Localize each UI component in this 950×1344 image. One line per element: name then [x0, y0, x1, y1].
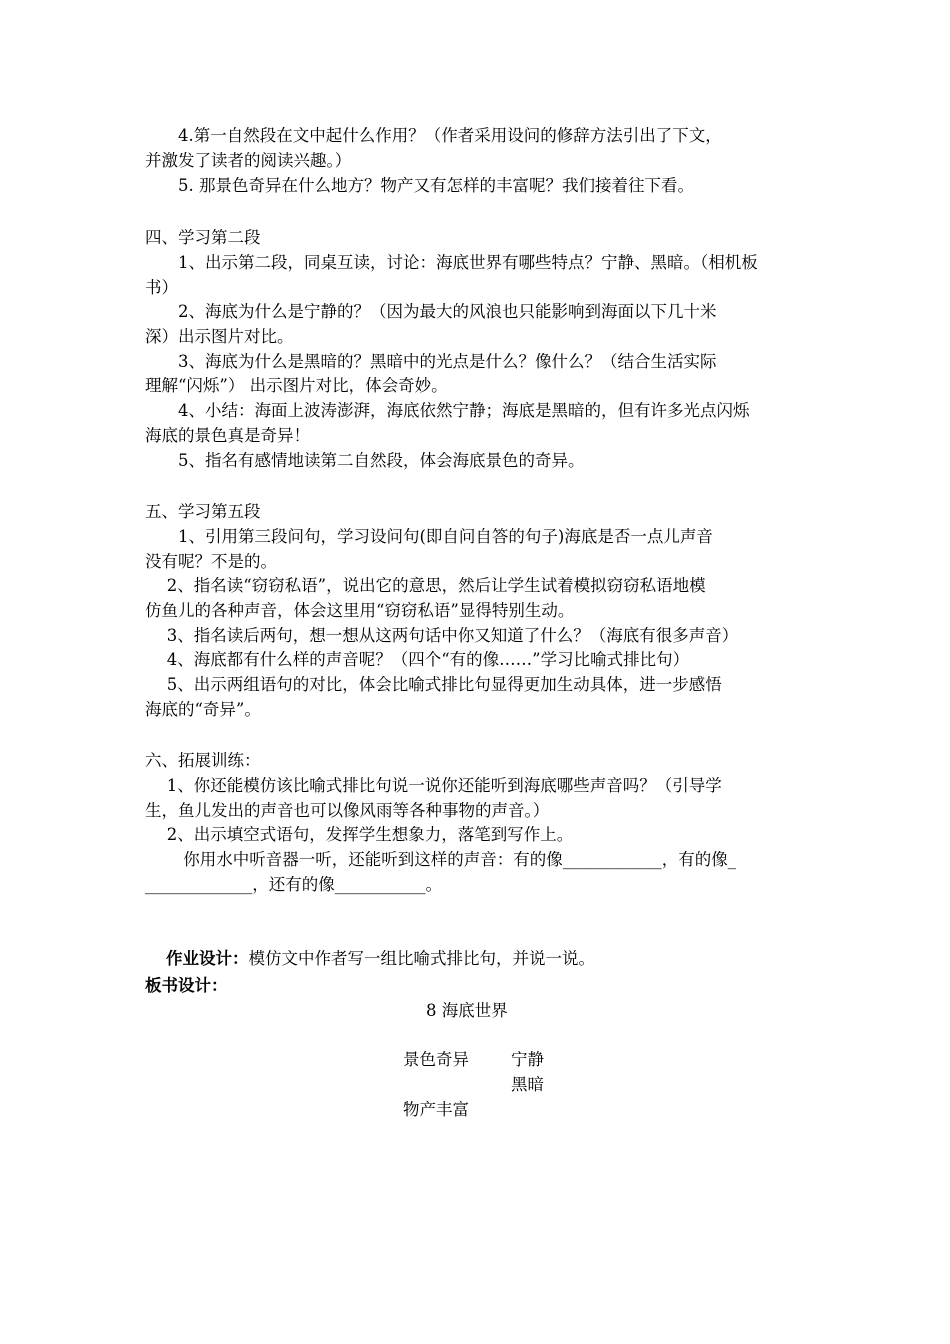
text-line: 生，鱼儿发出的声音也可以像风雨等各种事物的声音。）	[145, 801, 550, 820]
text-line: 2、出示填空式语句，发挥学生想象力，落笔到写作上。	[145, 825, 574, 844]
text-line: 海底的“奇异”。	[145, 700, 261, 719]
homework-label: 作业设计：	[165, 949, 249, 968]
text-line: 1、引用第三段问句，学习设问句(即自问自答的句子)海底是否一点儿声音	[145, 527, 713, 546]
text-line: 并激发了读者的阅读兴趣。）	[145, 151, 352, 170]
text-line: 海底的景色真是奇异！	[145, 426, 310, 445]
text-line: 5、指名有感情地读第二自然段，体会海底景色的奇异。	[145, 451, 585, 470]
text-line: 4、小结：海面上波涛澎湃，海底依然宁静；海底是黑暗的，但有许多光点闪烁	[145, 401, 750, 420]
text-line: 书）	[145, 278, 178, 297]
text-line: 5. 那景色奇异在什么地方？物产又有怎样的丰富呢？我们接着往下看。	[145, 176, 694, 195]
section-heading: 五、学习第五段	[145, 502, 261, 521]
text-line: 理解“闪烁”） 出示图片对比，体会奇妙。	[145, 376, 448, 395]
text-line: 3、海底为什么是黑暗的？黑暗中的光点是什么？像什么？（结合生活实际	[145, 352, 717, 371]
text-line: 1、你还能模仿该比喻式排比句说一说你还能听到海底哪些声音吗？（引导学	[145, 776, 722, 795]
text-line: 2、海底为什么是宁静的？（因为最大的风浪也只能影响到海面以下几十米	[145, 302, 717, 321]
text-line: 深）出示图片对比。	[145, 327, 294, 346]
text-line: 你用水中听音器一听，还能听到这样的声音：有的像____________，有的像_	[145, 850, 736, 869]
text-line: 仿鱼儿的各种声音，体会这里用“窃窃私语”显得特别生动。	[145, 601, 575, 620]
board-item-quiet: 宁静	[511, 1050, 544, 1069]
homework-line	[145, 923, 595, 968]
board-label: 板书设计：	[145, 976, 228, 995]
board-item-products: 物产丰富	[403, 1100, 469, 1119]
text-line: 2、指名读“窃窃私语”，说出它的意思，然后让学生试着模拟窃窃私语地模	[145, 576, 706, 595]
section-heading: 六、拓展训练：	[145, 751, 261, 770]
text-line: 3、指名读后两句，想一想从这两句话中你又知道了什么？（海底有很多声音）	[145, 626, 739, 645]
board-title: 8 海底世界	[426, 1001, 508, 1020]
text-line: 1、出示第二段，同桌互读，讨论：海底世界有哪些特点？宁静、黑暗。（相机板	[145, 253, 758, 272]
text-line: 4、海底都有什么样的声音呢？（四个“有的像……”学习比喻式排比句）	[145, 650, 690, 669]
homework-text: 模仿文中作者写一组比喻式排比句，并说一说。	[248, 949, 595, 968]
board-item-scenery: 景色奇异	[403, 1050, 469, 1069]
board-item-dark: 黑暗	[511, 1075, 544, 1094]
text-line: 4.第一自然段在文中起什么作用？（作者采用设问的修辞方法引出了下文，	[145, 126, 722, 145]
text-line: 5、出示两组语句的对比，体会比喻式排比句显得更加生动具体，进一步感悟	[145, 675, 722, 694]
text-line: 没有呢？不是的。	[145, 552, 277, 571]
text-line: _____________，还有的像___________。	[145, 875, 442, 894]
section-heading: 四、学习第二段	[145, 228, 261, 247]
